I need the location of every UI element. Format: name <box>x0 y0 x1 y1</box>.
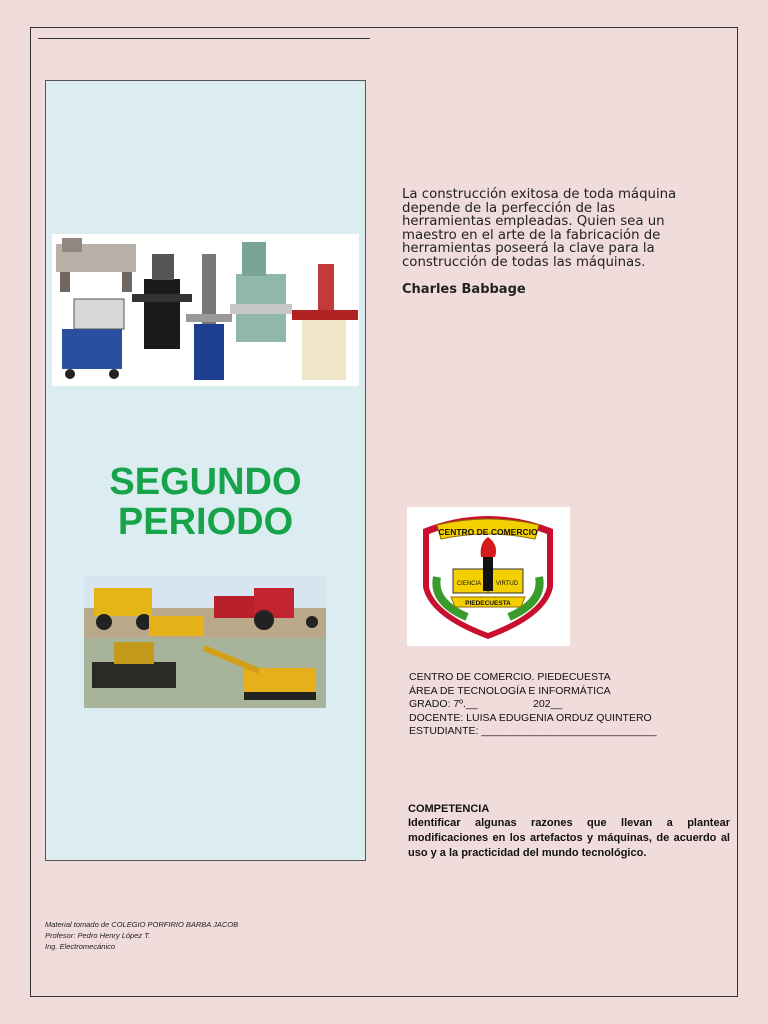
competence-title: COMPETENCIA <box>408 803 490 815</box>
footer-credits <box>45 919 345 952</box>
quote-line: maestro en el arte de la fabricación de <box>402 227 661 243</box>
footer-title: Ing. Electromecánico <box>45 942 116 951</box>
footer-source: Material tomado de COLEGIO PORFIRIO BARBA JACOB <box>45 920 239 929</box>
machine-tools-image <box>52 234 359 386</box>
quote-author: Charles Babbage <box>402 282 526 297</box>
teacher-name: DOCENTE: LUISA EDUGENIA ORDUZ QUINTERO <box>409 711 652 724</box>
competence-section <box>408 802 730 861</box>
school-logo <box>407 507 570 646</box>
quote-text <box>402 188 722 270</box>
logo-banner-right: VIRTUD <box>495 581 519 587</box>
school-name: CENTRO DE COMERCIO. PIEDECUESTA <box>409 671 611 683</box>
cover-title-line1: SEGUNDO <box>109 461 302 503</box>
logo-top-text: CENTRO DE COMERCIO <box>438 527 538 537</box>
quote-line: herramientas empleadas. Quien sea un <box>402 214 665 230</box>
header-rule <box>38 38 370 39</box>
grade-field: GRADO: 7º.__ 202__ <box>409 698 563 710</box>
logo-banner-left: CIENCIA <box>456 581 482 587</box>
cover-title <box>45 462 366 542</box>
competence-text: Identificar algunas razones que llevan a plantear modificaciones en los artefactos y máquinas, de acuerdo al uso y a la practicidad del mundo tecnológico. <box>408 817 730 859</box>
area-name: ÁREA DE TECNOLOGÍA E INFORMÁTICA <box>409 684 611 697</box>
quote-line: depende de la perfección de las <box>402 200 616 216</box>
logo-bottom-text: PIEDECUESTA <box>465 600 511 607</box>
cover-title-line2: PERIODO <box>117 501 294 543</box>
quote-line: construcción de todas las máquinas. <box>402 254 646 270</box>
quote-line: herramientas poseerá la clave para la <box>402 241 655 257</box>
construction-machinery-image <box>84 576 326 708</box>
quote-line: La construcción exitosa de toda máquina <box>402 187 677 202</box>
student-field: ESTUDIANTE: ______________________________ <box>409 725 657 737</box>
footer-professor: Profesor: Pedro Henry López T. <box>45 931 151 940</box>
student-info <box>409 671 739 739</box>
